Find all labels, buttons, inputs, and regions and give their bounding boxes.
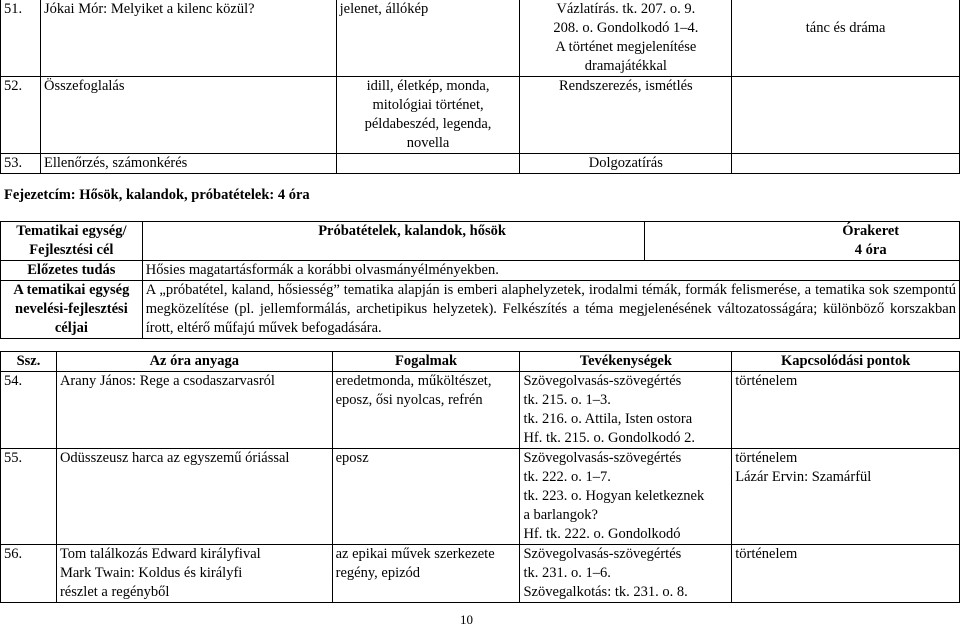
lesson-activities: Szövegolvasás-szövegértés tk. 231. o. 1–6. Szövegalkotás: tk. 231. o. 8. xyxy=(520,545,732,603)
lesson-number: 54. xyxy=(1,372,57,449)
lessons-table xyxy=(0,351,960,603)
header-topic: Az óra anyaga xyxy=(56,352,332,372)
lesson-topic: Jókai Mór: Melyiket a kilenc közül? xyxy=(40,0,336,77)
lesson-links xyxy=(732,154,960,174)
prior-knowledge-text: Hősies magatartásformák a korábbi olvasmányélményekben. xyxy=(142,261,959,281)
table-row xyxy=(1,261,960,281)
table-row xyxy=(1,0,960,77)
table-header-row xyxy=(1,352,960,372)
lesson-concepts xyxy=(336,154,520,174)
header-activities: Tevékenységek xyxy=(520,352,732,372)
lesson-topic: Ellenőrzés, számonkérés xyxy=(40,154,336,174)
lesson-topic: Arany János: Rege a csodaszarvasról xyxy=(56,372,332,449)
table-row xyxy=(1,281,960,339)
header-links: Kapcsolódási pontok xyxy=(732,352,960,372)
lesson-number: 53. xyxy=(1,154,41,174)
unit-title: Próbatételek, kalandok, hősök xyxy=(142,222,645,261)
lesson-concepts: jelenet, állókép xyxy=(336,0,520,77)
lesson-links xyxy=(732,77,960,154)
table-row xyxy=(1,222,960,261)
table-row xyxy=(1,449,960,545)
lesson-number: 55. xyxy=(1,449,57,545)
lesson-activities: Rendszerezés, ismétlés xyxy=(520,77,732,154)
lesson-activities: Vázlatírás. tk. 207. o. 9. 208. o. Gondolkodó 1–4. A történet megjelenítése dramajátékkal xyxy=(520,0,732,77)
lesson-activities: Szövegolvasás-szövegértés tk. 215. o. 1–3. tk. 216. o. Attila, Isten ostora Hf. tk. 215. o. Gondolkodó 2. xyxy=(520,372,732,449)
lesson-topic: Odüsszeusz harca az egyszemű óriással xyxy=(56,449,332,545)
lesson-concepts: az epikai művek szerkezete regény, epizód xyxy=(332,545,520,603)
lesson-concepts: eredetmonda, műköltészet, eposz, ősi nyolcas, refrén xyxy=(332,372,520,449)
unit-info-table xyxy=(0,221,960,339)
lesson-links: történelem xyxy=(732,545,960,603)
table-row xyxy=(1,545,960,603)
lesson-links: történelem Lázár Ervin: Szamárfül xyxy=(732,449,960,545)
lesson-links: tánc és dráma xyxy=(732,0,960,77)
lesson-concepts: idill, életkép, monda, mitológiai történet, példabeszéd, legenda, novella xyxy=(336,77,520,154)
hours-label: Órakeret 4 óra xyxy=(645,222,960,261)
table-row xyxy=(1,372,960,449)
page-number: 10 xyxy=(460,612,473,627)
lesson-topic: Tom találkozás Edward királyfival Mark Twain: Koldus és királyfi részlet a regényből xyxy=(56,545,332,603)
goals-text: A „próbatétel, kaland, hősiesség” tematika alapján is emberi alaphelyzetek, irodalmi témák, formák felismerése, a tematika sok szempontú megközelítése (pl. jellemformálás, archetipikus helyzetek). Felkészítés a téma megjelenésének változatosságára; különböző korszakban írott, eltérő műfajú művek befogadására. xyxy=(142,281,959,339)
header-number: Ssz. xyxy=(1,352,57,372)
table-row xyxy=(1,154,960,174)
lesson-activities: Szövegolvasás-szövegértés tk. 222. o. 1–7. tk. 223. o. Hogyan keletkeznek a barlangok? Hf. tk. 222. o. Gondolkodó xyxy=(520,449,732,545)
lesson-topic: Összefoglalás xyxy=(40,77,336,154)
unit-label: Tematikai egység/ Fejlesztési cél xyxy=(1,222,143,261)
goals-label: A tematikai egység nevelési-fejlesztési céljai xyxy=(1,281,143,339)
lesson-number: 51. xyxy=(1,0,41,77)
lesson-concepts: eposz xyxy=(332,449,520,545)
header-concepts: Fogalmak xyxy=(332,352,520,372)
lesson-number: 52. xyxy=(1,77,41,154)
lesson-activities: Dolgozatírás xyxy=(520,154,732,174)
lesson-links: történelem xyxy=(732,372,960,449)
table-row xyxy=(1,77,960,154)
prior-knowledge-label: Előzetes tudás xyxy=(1,261,143,281)
chapter-title: Fejezetcím: Hősök, kalandok, próbatételek: 4 óra xyxy=(4,187,310,203)
lesson-number: 56. xyxy=(1,545,57,603)
top-lessons-table xyxy=(0,0,960,174)
